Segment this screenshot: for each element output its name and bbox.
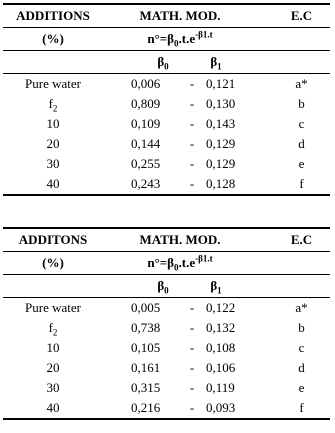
- row-label: 20: [46, 360, 60, 375]
- beta0-value: 0,216: [131, 400, 161, 415]
- beta1-value: 0,108: [206, 340, 236, 355]
- bottom-rule: [3, 194, 330, 196]
- ec-value: b: [298, 320, 305, 335]
- beta0-value: 0,161: [131, 360, 161, 375]
- beta0-value: 0,144: [131, 136, 161, 151]
- ec-value: d: [298, 360, 305, 375]
- param-beta1: $\beta_1$: [210, 278, 222, 296]
- separator-dash: -: [189, 136, 195, 151]
- ec-value: f: [299, 176, 304, 191]
- table-body: [3, 298, 330, 418]
- ec-value: e: [298, 380, 305, 395]
- ec-value: c: [298, 340, 305, 355]
- beta1-value: 0,129: [206, 156, 236, 171]
- beta1-value: 0,143: [206, 116, 236, 131]
- subheader-row: [3, 252, 330, 274]
- param-beta1: $\beta_1$: [210, 54, 222, 72]
- table-row: [3, 94, 330, 114]
- ec-value: f: [299, 400, 304, 415]
- row-label: Pure water: [25, 300, 81, 315]
- beta0-value: 0,809: [131, 96, 161, 111]
- separator-dash: -: [189, 156, 195, 171]
- table-row: [3, 298, 330, 318]
- beta1-value: 0,093: [206, 400, 236, 415]
- params-row: [3, 275, 330, 297]
- table-row: [3, 378, 330, 398]
- results-table-2: [3, 227, 330, 420]
- header-ec: E.C: [290, 8, 313, 23]
- table-row: [3, 114, 330, 134]
- beta0-value: 0,105: [131, 340, 161, 355]
- subheader-row: [3, 28, 330, 50]
- table-row: [3, 358, 330, 378]
- beta0-value: 0,006: [131, 76, 161, 91]
- row-label: 40: [46, 400, 60, 415]
- beta0-value: 0,315: [131, 380, 161, 395]
- row-label: Pure water: [25, 76, 81, 91]
- unit-label: (%): [42, 255, 64, 270]
- separator-dash: -: [189, 116, 195, 131]
- header-ec: E.C: [290, 232, 313, 247]
- row-label: $f_2$: [48, 320, 58, 338]
- unit-label: (%): [42, 31, 64, 46]
- separator-dash: -: [189, 300, 195, 315]
- model-formula: $n^\circ=\beta_0.t.e^{-\beta 1.t}$: [147, 29, 213, 49]
- beta1-value: 0,129: [206, 136, 236, 151]
- separator-dash: -: [189, 360, 195, 375]
- header-math-model: MATH. MOD.: [139, 8, 221, 23]
- row-label: 30: [46, 156, 60, 171]
- table-row: [3, 74, 330, 94]
- header-row: [3, 5, 330, 27]
- results-table-1: [3, 3, 330, 196]
- beta1-value: 0,106: [206, 360, 236, 375]
- separator-dash: -: [189, 380, 195, 395]
- separator-dash: -: [189, 320, 195, 335]
- table-body: [3, 74, 330, 194]
- table-row: [3, 398, 330, 418]
- header-row: [3, 229, 330, 251]
- row-label: $f_2$: [48, 96, 58, 114]
- beta0-value: 0,243: [131, 176, 161, 191]
- header-additions: ADDITONS: [18, 232, 88, 247]
- table-row: [3, 154, 330, 174]
- beta0-value: 0,738: [131, 320, 161, 335]
- ec-value: b: [298, 96, 305, 111]
- separator-dash: -: [189, 76, 195, 91]
- beta1-value: 0,119: [206, 380, 235, 395]
- header-math-model: MATH. MOD.: [139, 232, 221, 247]
- beta1-value: 0,121: [206, 76, 236, 91]
- param-beta0: $\beta_0$: [157, 54, 169, 72]
- table-row: [3, 134, 330, 154]
- beta1-value: 0,122: [206, 300, 236, 315]
- separator-dash: -: [189, 176, 195, 191]
- ec-value: d: [298, 136, 305, 151]
- bottom-rule: [3, 418, 330, 420]
- table-row: [3, 318, 330, 338]
- beta1-value: 0,130: [206, 96, 236, 111]
- beta1-value: 0,132: [206, 320, 236, 335]
- row-label: 40: [46, 176, 60, 191]
- separator-dash: -: [189, 96, 195, 111]
- row-label: 10: [46, 116, 60, 131]
- beta0-value: 0,109: [131, 116, 161, 131]
- beta0-value: 0,255: [131, 156, 161, 171]
- separator-dash: -: [189, 340, 195, 355]
- separator-dash: -: [189, 400, 195, 415]
- ec-value: e: [298, 156, 305, 171]
- param-beta0: $\beta_0$: [157, 278, 169, 296]
- ec-value: c: [298, 116, 305, 131]
- row-label: 20: [46, 136, 60, 151]
- row-label: 10: [46, 340, 60, 355]
- row-label: 30: [46, 380, 60, 395]
- table-row: [3, 338, 330, 358]
- params-row: [3, 51, 330, 73]
- beta1-value: 0,128: [206, 176, 236, 191]
- table-row: [3, 174, 330, 194]
- header-additions: ADDITIONS: [16, 8, 90, 23]
- beta0-value: 0,005: [131, 300, 161, 315]
- model-formula: $n^\circ=\beta_0.t.e^{-\beta 1.t}$: [147, 253, 213, 273]
- ec-value: a*: [295, 76, 308, 91]
- ec-value: a*: [295, 300, 308, 315]
